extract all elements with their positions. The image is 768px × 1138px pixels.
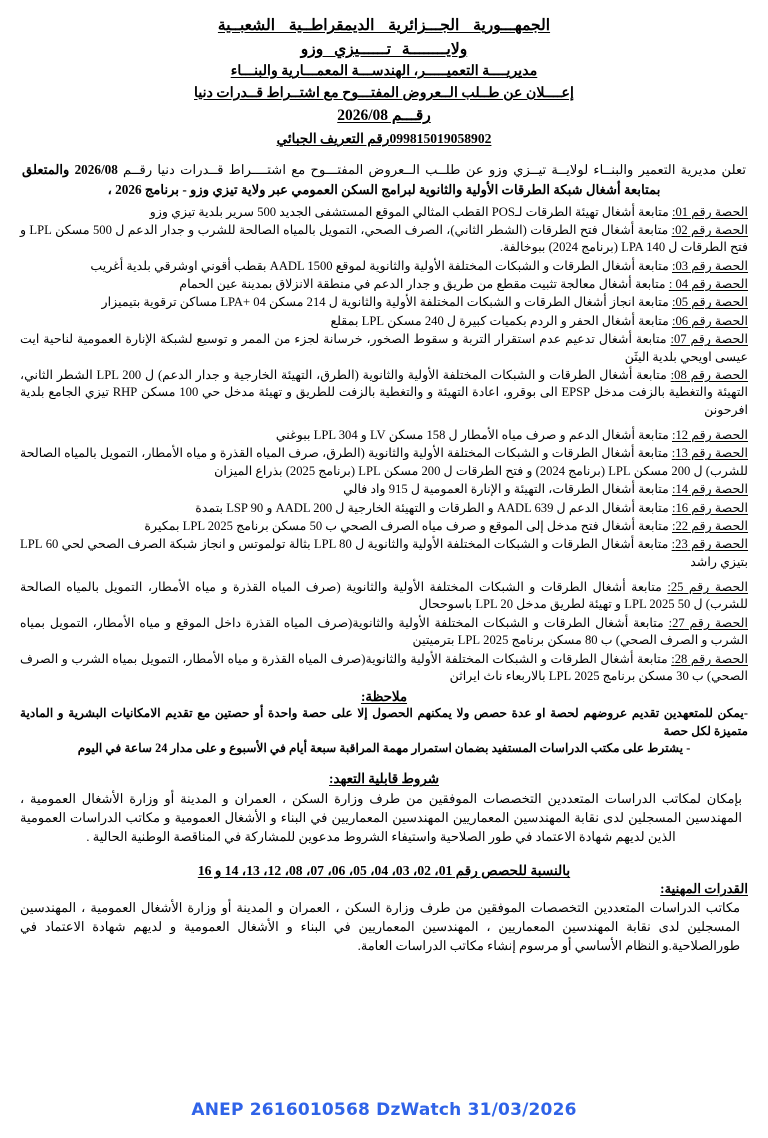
lot-item [20, 222, 748, 257]
lot-description: متابعة أشغال الطرقات و الشبكات المختلفة الأولية والثانوية (الطرق، التهيئة الخارجية و جدار الدعم) ل LPL 200 الشطر الثاني، التهيئة والتغطية بالزفت مدخل EPSP الى بوقرو، اعادة التهيئة و والتغطية بالزفت للطريق و تهيئة مدخل حي 100 مسكن RHP تيزي الجامع بلدية افرحونن [20, 367, 748, 417]
lot-description: متابعة أشغال الطرقات و الشبكات المختلفة الأولية والثانوية (صرف المياه القذرة و مياه الأمطار، التمويل بالمياه الصالحة للشرب) ل 50 LPL 2025 و تهيئة لطريق مدخل LPL 20 باسوححال [20, 580, 748, 612]
lot-item [20, 367, 748, 419]
lot-description: متابعة أشغال تهيئة الطرقات لـPOS القطب المثالي الموقع المستشفى الجديد 500 سرير بلدية تيزي وزو [149, 204, 672, 219]
header-directorate-line: مديريــــة التعميـــــر، الهندســـة المعمـــارية والبنـــاء [230, 63, 538, 80]
lot-item [20, 204, 748, 221]
lot-description: متابعة أشغال الطرقات و الشبكات المختلفة الأولية والثانوية(صرف المياه القذرة داخل الموقع و مياه الأمطار، التمويل بمياه الشرب و الصرف الصحي) ب 80 مسكن برنامج 2025 LPL بترميتين [20, 615, 748, 648]
header-tax-id-line: 099815019058902رقم التعريف الجبائي [276, 130, 492, 146]
intro-number: 2026/08 [74, 162, 118, 178]
lot-description: متابعة أشغال الحفر و الردم بكميات كبيرة ل 240 مسكن LPL بمقلع [330, 313, 672, 328]
lot-label: الحصة رقم 03: [671, 258, 748, 273]
capabilities-title: القدرات المهنية: [660, 881, 748, 897]
lot-label: الحصة رقم 04 : [668, 277, 748, 292]
lot-description: متابعة أشغال الدعم و صرف مياه الأمطار ل 158 مسكن LV و LPL 304 ببوغني [275, 428, 672, 443]
lot-label: الحصة رقم 13: [671, 446, 749, 461]
lot-description: متابعة أشغال تدعيم عدم استقرار التربة و سقوط الصخور، خرسانة لجزء من الممر و توسيع لشبكة الإنارة العمومية لناحية ايت عيسى اويحي بلدية اليثَن [20, 332, 748, 364]
lot-item [20, 481, 748, 498]
lot-item [20, 294, 748, 311]
lot-item [20, 615, 748, 650]
lot-label: الحصة رقم 23: [671, 537, 749, 552]
document-header [64, 14, 704, 149]
lot-label: الحصة رقم 16: [671, 500, 748, 515]
lot-description: متابعة انجاز أشغال الطرقات و الشبكات المختلفة الأولية والثانوية ل 214 مسكن LPA+ 04 مساكن ترقوية بتيميزار [101, 295, 672, 310]
lot-item [20, 427, 748, 444]
lot-item [20, 651, 748, 686]
lot-label: الحصة رقم 14: [671, 482, 748, 497]
header-announcement-line: إعــــلان عن طــلب الــعروض المفتـــوح مع اشتــراط قــدرات دنيا [194, 84, 574, 101]
lot-item [20, 500, 748, 517]
lot-item [20, 579, 748, 614]
lot-description: متابعة أشغال الطرقات، التهيئة و الإنارة العمومية ل 915 واد فالي [343, 482, 672, 497]
lot-description: متابعة أشغال معالجة تثبيت مقطع من طريق و جدار الدعم في منطقة الانزلاق بمدينة عين الحمام [179, 277, 669, 292]
header-wilaya-line: ولايــــــــة تــــــيزي وزو [300, 40, 468, 58]
lot-description: متابعة أشغال الطرقات و الشبكات المختلفة الأولية والثانوية(صرف المياه القذرة و مياه الأمطار، التمويل بمياه الشرب و الصرف الصحي) ب 30 مسكن برنامج 2025 LPL بالاربعاء ناث ايراثن [20, 651, 748, 683]
lot-item [20, 536, 748, 571]
lot-description: متابعة أشغال فتح الطرقات (الشطر الثاني)، الصرف الصحي، التمويل بالمياه الصالحة للشرب و جدار الدعم ل 500 مسكن LPL و فتح الطرقات ل LPA 140 (برنامج 2024) ببوخالفة. [20, 222, 748, 255]
lot-label: الحصة رقم 25: [667, 580, 748, 595]
lot-description: متابعة أشغال الطرقات و الشبكات المختلفة الأولية والثانوية ل LPL 80 بثالة تولموتس و انجاز شبكة الصرف الصحي لحي 60 LPL بتيزي راشد [20, 537, 748, 569]
lot-label: الحصة رقم 28: [671, 651, 748, 666]
intro-text-c: والمتعلق بمتابعة أشغال شبكة الطرقات الأولية والثانوية لبرامج السكن العمومي عبر ولاية تيزي وزو - برنامج 2026 ، [22, 162, 661, 197]
lot-label: الحصة رقم 02: [671, 222, 748, 237]
lot-description: متابعة أشغال الطرقات و الشبكات المختلفة الأولية والثانوية لموقع AADL 1500 بقطب أقوني اوشرقي بلدية أغريب [90, 258, 672, 273]
lot-description: متابعة أشغال فتح مدخل إلى الموقع و صرف مياه الصرف الصحي ب 50 مسكن برنامج LPL 2025 بمكيرة [144, 518, 672, 533]
lot-label: الحصة رقم 08: [670, 367, 749, 382]
lot-label: الحصة رقم 12: [671, 428, 748, 443]
lot-item [20, 331, 748, 366]
lot-label: الحصة رقم 01: [671, 204, 748, 219]
lots-list [20, 204, 748, 686]
lot-label: الحصة رقم 27: [668, 615, 748, 630]
lot-label: الحصة رقم 07: [670, 332, 748, 347]
lot-item [20, 445, 748, 480]
note-line-2: - يشترط على مكتب الدراسات المستفيد بضمان استمرار مهمة المراقبة سبعة أيام في الأسبوع و على مدار 24 ساعة في اليوم [77, 740, 691, 755]
lot-label: الحصة رقم 06: [671, 313, 748, 328]
lot-label: الحصة رقم 05: [671, 295, 748, 310]
conditions-paragraph: بإمكان لمكاتب الدراسات المتعددين التخصصات الموفقين من طرف وزارة السكن ، العمران و المدينة أو وزارة الأشغال العمومية ، المهندسين المسجلين لدى نقابة المهندسين المعماريين المهندسين المعماريين في البناء و الأشغال العمومية و مكاتب الدراسات العمومية الذين لديهم شهادة الاعتماد في طور الصلاحية واستيفاء الشروط مدعوين للمشاركة في المناقصة الوطنية الحالية . [20, 791, 742, 845]
lot-item [20, 258, 748, 275]
lots-reference-line: بالنسبة للحصص رقم 01، 02، 03، 04، 05، 06، 07، 08، 12، 13، 14 و 16 [197, 863, 571, 879]
lot-description: متابعة أشغال الطرقات و الشبكات المختلفة الأولية والثانوية (الطرق، صرف المياه القذرة و مياه الأمطار، التمويل بالمياه الصالحة للشرب) ل 200 مسكن LPL (برنامج 2024) و فتح الطرقات ل 200 مسكن LPL (برنامج 2025) بذراع الميزان [20, 446, 748, 478]
intro-paragraph [20, 160, 748, 199]
document-body [20, 160, 748, 956]
lot-description: متابعة أشغال الدعم ل AADL 639 و الطرقات و التهيئة الخارجية ل AADL 200 و LSP 90 بتمدة [195, 500, 672, 515]
lot-item [20, 518, 748, 535]
header-number-line: رقـــم 2026/08 [337, 107, 431, 125]
anep-footer: ANEP 2616010568 DzWatch 31/03/2026 [191, 1100, 577, 1120]
capabilities-paragraph: مكاتب الدراسات المتعددين التخصصات الموفقين من طرف وزارة السكن ، العمران و المدينة أو وزارة الأشغال العمومية ، المهندسين المسجلين لدى نقابة المهندسين المعماريين ، المهندسين المعماريين في البناء و الأشغال العمومية و لديهم شهادة الاعتماد في طورالصلاحية.و النظام الأساسي أو مرسوم إنشاء مكاتب الدراسات العامة. [20, 901, 740, 954]
lot-label: الحصة رقم 22: [671, 518, 748, 533]
intro-text-a: تعلن مديرية التعمير والبنــاء لولايــة تيــزي وزو عن طلــب الــعروض المفتـــوح مع اشتــــراط قــدرات دنيا رقــم [117, 162, 746, 178]
note-line-1: -يمكن للمتعهدين تقديم عروضهم لحصة او عدة حصص ولا يمكنهم الحصول إلا على حصة واحدة أو حصتين مع تقديم الامكانيات البشرية و المادية متميزة لكل حصة [20, 706, 748, 738]
note-title: ملاحظة: [360, 689, 408, 705]
lot-item [20, 313, 748, 330]
header-republic-line: الجمهـــورية الجـــزائرية الديمقراطــية الشعبــية [217, 17, 551, 34]
conditions-title: شروط قابلية التعهد: [329, 771, 439, 787]
lot-item [20, 276, 748, 293]
